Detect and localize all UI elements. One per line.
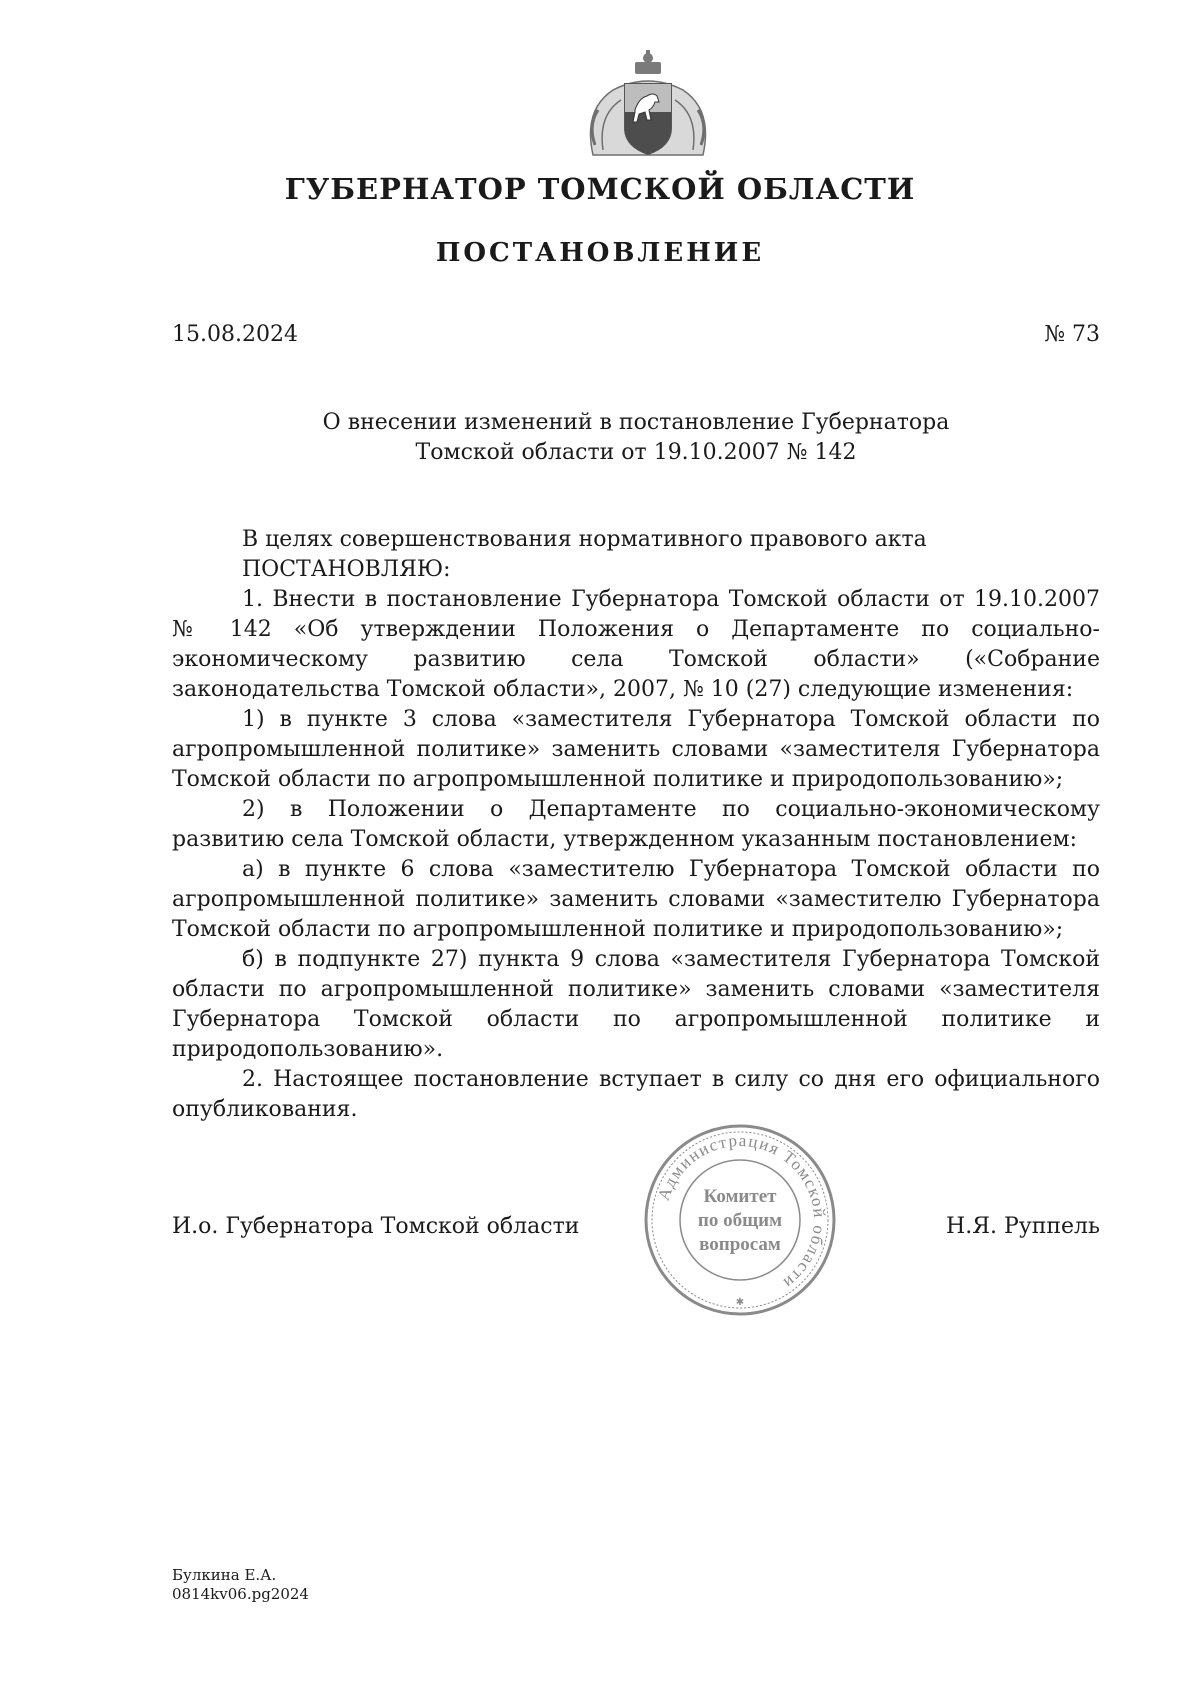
seal-center-line: Комитет xyxy=(703,1186,777,1207)
preamble: В целях совершенствования нормативного правового акта xyxy=(242,527,927,552)
subparagraph-1: 1) в пункте 3 слова «заместителя Губернатора Томской области по агропромышленной политике» заменить словами «заместителя Губернатора Томской области по агропромышленной политике и природопользованию»; xyxy=(172,707,1100,792)
file-code: 0814kv06.pg2024 xyxy=(172,1585,309,1603)
document-body xyxy=(172,525,1100,1125)
document-number: № 73 xyxy=(1044,322,1100,347)
round-seal-icon xyxy=(640,1120,840,1320)
seal-center-line: вопросам xyxy=(699,1234,781,1255)
svg-text:✱: ✱ xyxy=(735,1297,745,1308)
subject-line: Томской области от 19.10.2007 № 142 xyxy=(415,440,857,465)
document-kind: ПОСТАНОВЛЕНИЕ xyxy=(435,238,765,268)
seal-ring-text: Администрация Томской области xyxy=(653,1130,830,1294)
subparagraph-2: 2) в Положении о Департаменте по социально-экономическому развитию села Томской области, утвержденном указанным постановлением: xyxy=(172,797,1100,852)
org-title: ГУБЕРНАТОР ТОМСКОЙ ОБЛАСТИ xyxy=(284,172,916,206)
seal-center-line: по общим xyxy=(697,1210,783,1231)
signatory-name: Н.Я. Руппель xyxy=(946,1214,1100,1239)
document-footer xyxy=(172,1566,309,1604)
document-subject xyxy=(172,408,1100,468)
signatory-role: И.о. Губернатора Томской области xyxy=(172,1214,580,1239)
document-date: 15.08.2024 xyxy=(172,322,298,347)
subparagraph-2b: б) в подпункте 27) пункта 9 слова «заместителя Губернатора Томской области по агропромышленной политике» заменить словами «заместителя Губернатора Томской области по агропромышленной политике и природопользованию». xyxy=(172,947,1100,1062)
paragraph-1: 1. Внести в постановление Губернатора Томской области от 19.10.2007 № 142 «Об утверждении Положения о Департаменте по социально-экономическому развитию села Томской области» («Собрание законодательства Томской области», 2007, № 10 (27) следующие изменения: xyxy=(172,587,1100,702)
coat-of-arms-icon xyxy=(573,50,723,170)
decree-word: ПОСТАНОВЛЯЮ: xyxy=(242,557,451,582)
subject-line: О внесении изменений в постановление Губернатора xyxy=(322,410,950,435)
subparagraph-2a: а) в пункте 6 слова «заместителю Губернатора Томской области по агропромышленной политике» заменить словами «заместителю Губернатора Томской области по агропромышленной политике и природопользованию»; xyxy=(172,857,1100,942)
paragraph-2: 2. Настоящее постановление вступает в силу со дня его официального опубликования. xyxy=(172,1067,1100,1122)
author-name: Булкина Е.А. xyxy=(172,1566,277,1584)
